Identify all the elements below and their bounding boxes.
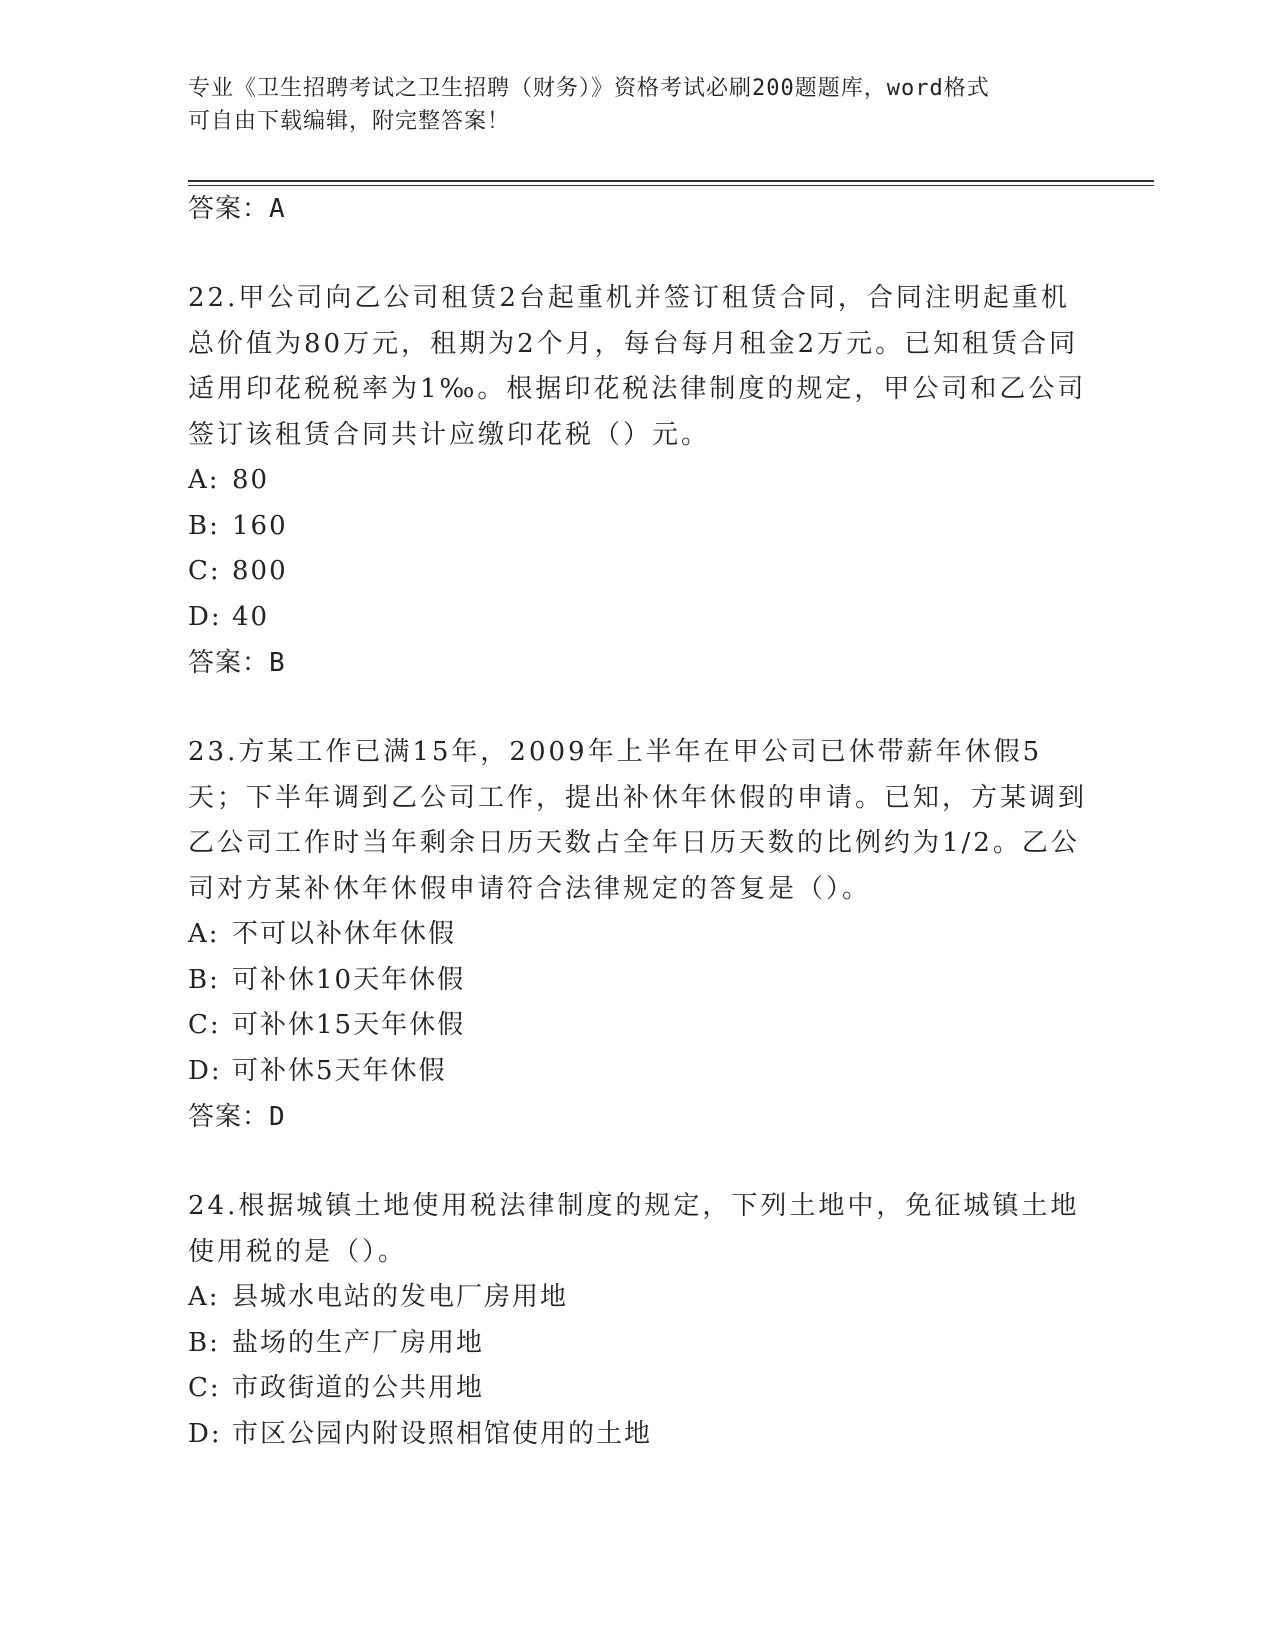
option-letter: C: <box>188 556 221 586</box>
option-letter: A: <box>188 1282 220 1312</box>
option-a <box>188 1275 1088 1321</box>
page-header <box>188 72 1088 138</box>
option-text: 800 <box>232 556 288 586</box>
answer-q22: 答案：B <box>188 648 286 678</box>
option-c <box>188 1003 1088 1049</box>
option-a <box>188 458 1088 504</box>
option-b <box>188 504 1088 550</box>
question-24 <box>188 1184 1088 1457</box>
option-letter: B: <box>188 510 220 541</box>
option-letter: B: <box>188 1327 220 1358</box>
option-d <box>188 1049 1088 1095</box>
option-text: 市区公园内附设照相馆使用的土地 <box>232 1418 653 1449</box>
spacer <box>188 1140 1088 1184</box>
question-stem: 24.根据城镇土地使用税法律制度的规定，下列土地中，免征城镇土地使用税的是（）。 <box>188 1191 1080 1267</box>
question-22 <box>188 276 1088 730</box>
question-23 <box>188 730 1088 1184</box>
option-text: 可补休15天年休假 <box>232 1010 466 1040</box>
option-text: 盐场的生产厂房用地 <box>232 1327 485 1358</box>
option-letter: D: <box>188 1418 222 1449</box>
option-b <box>188 958 1088 1004</box>
option-text: 不可以补休年休假 <box>232 919 457 949</box>
header-line-1: 专业《卫生招聘考试之卫生招聘（财务）》资格考试必刷200题题库，word格式 <box>188 76 990 101</box>
question-stem: 23.方某工作已满15年，2009年上半年在甲公司已休带薪年休假5天；下半年调到乙公司工作，提出补休年休假的申请。已知，方某调到乙公司工作时当年剩余日历天数占全年日历天数的比例约为1/2。乙公司对方某补休年休假申请符合法律规定的答复是（）。 <box>188 737 1088 904</box>
option-b <box>188 1321 1088 1367</box>
option-letter: C: <box>188 1010 221 1040</box>
option-d <box>188 1412 1088 1458</box>
option-letter: C: <box>188 1373 221 1403</box>
option-text: 160 <box>232 510 288 541</box>
option-letter: D: <box>188 1055 222 1086</box>
option-letter: A: <box>188 465 220 495</box>
question-stem: 22.甲公司向乙公司租赁2台起重机并签订租赁合同，合同注明起重机总价值为80万元，租期为2个月，每台每月租金2万元。已知租赁合同适用印花税税率为1‰。根据印花税法律制度的规定，甲公司和乙公司签订该租赁合同共计应缴印花税（）元。 <box>188 283 1087 450</box>
option-text: 可补休10天年休假 <box>232 964 466 995</box>
question-list <box>188 186 1088 1457</box>
option-c <box>188 1366 1088 1412</box>
option-text: 40 <box>232 601 270 632</box>
option-letter: B: <box>188 964 220 995</box>
header-line-2: 可自由下载编辑，附完整答案！ <box>188 109 511 134</box>
spacer <box>188 686 1088 730</box>
option-d <box>188 595 1088 641</box>
option-a <box>188 912 1088 958</box>
option-text: 市政街道的公共用地 <box>232 1373 485 1403</box>
option-text: 县城水电站的发电厂房用地 <box>232 1282 569 1312</box>
answer-q23: 答案：D <box>188 1102 286 1132</box>
option-letter: D: <box>188 601 222 632</box>
spacer <box>188 232 1088 276</box>
option-letter: A: <box>188 919 220 949</box>
answer-q21: 答案：A <box>188 194 286 224</box>
option-text: 可补休5天年休假 <box>232 1055 447 1086</box>
option-c <box>188 549 1088 595</box>
option-text: 80 <box>232 465 270 495</box>
